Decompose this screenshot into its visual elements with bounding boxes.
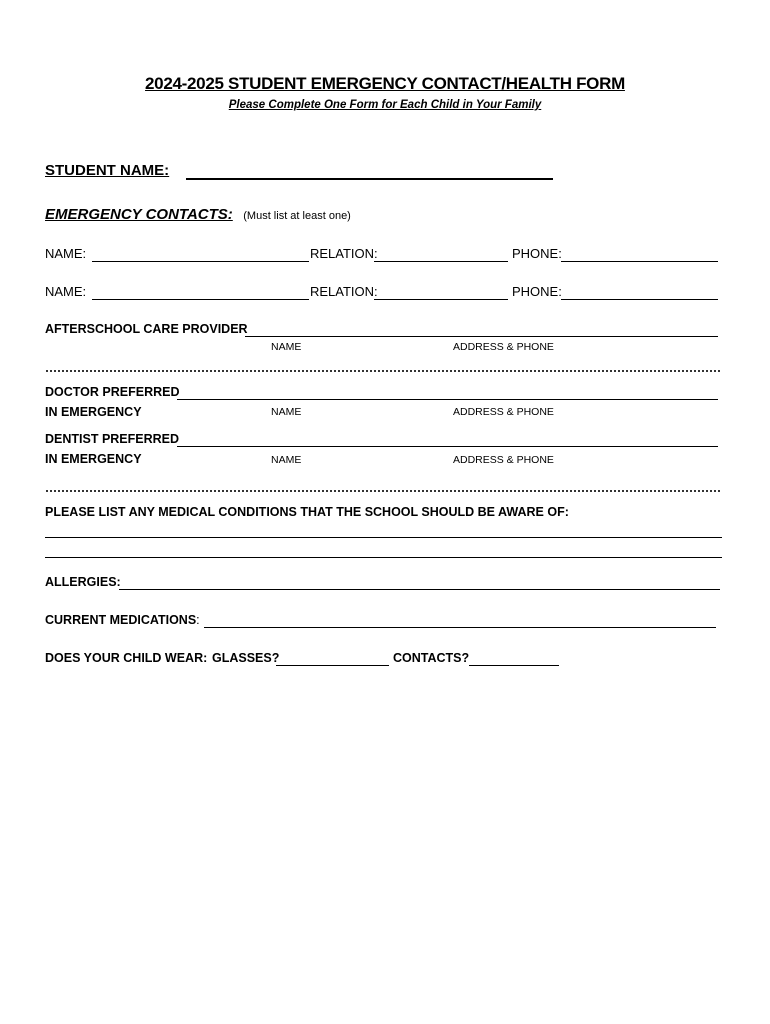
afterschool-provider-field[interactable] xyxy=(245,336,718,337)
medications-label: CURRENT MEDICATIONS xyxy=(45,613,197,627)
afterschool-address-caption: ADDRESS & PHONE xyxy=(453,341,554,353)
contact-1-phone-label: PHONE: xyxy=(512,246,562,261)
contact-1-relation-label: RELATION: xyxy=(310,246,378,261)
contact-2-phone-label: PHONE: xyxy=(512,284,562,299)
contact-2-relation-label: RELATION: xyxy=(310,284,378,299)
doctor-name-caption: NAME xyxy=(271,406,302,418)
medications-label-wrap xyxy=(45,613,200,627)
emergency-contacts-note: (Must list at least one) xyxy=(243,210,351,222)
contact-2-relation-field[interactable] xyxy=(374,299,508,300)
contact-1-name-label: NAME: xyxy=(45,246,87,261)
eyewear-question: DOES YOUR CHILD WEAR: xyxy=(45,651,208,665)
dentist-address-caption: ADDRESS & PHONE xyxy=(453,454,554,466)
emergency-contacts-heading: EMERGENCY CONTACTS: xyxy=(45,206,233,223)
section-divider xyxy=(45,369,721,373)
contact-1-phone-field[interactable] xyxy=(561,261,718,262)
allergies-label: ALLERGIES: xyxy=(45,575,121,589)
dentist-field[interactable] xyxy=(177,446,718,447)
medical-conditions-field-1[interactable] xyxy=(45,537,722,538)
dentist-name-caption: NAME xyxy=(271,454,302,466)
contact-1-name-field[interactable] xyxy=(92,261,309,262)
section-divider xyxy=(45,489,721,493)
allergies-field[interactable] xyxy=(119,589,720,590)
contact-2-name-field[interactable] xyxy=(92,299,309,300)
doctor-label-line1: DOCTOR PREFERRED xyxy=(45,385,180,399)
doctor-address-caption: ADDRESS & PHONE xyxy=(453,406,554,418)
dentist-label-line2: IN EMERGENCY xyxy=(45,452,142,466)
afterschool-name-caption: NAME xyxy=(271,341,302,353)
contacts-field[interactable] xyxy=(469,665,559,666)
dentist-label-line1: DENTIST PREFERRED xyxy=(45,432,180,446)
form-title: 2024-2025 STUDENT EMERGENCY CONTACT/HEALTH FORM xyxy=(145,74,625,93)
contact-1-relation-field[interactable] xyxy=(374,261,508,262)
doctor-label-line2: IN EMERGENCY xyxy=(45,405,142,419)
medications-field[interactable] xyxy=(204,627,716,628)
glasses-label: GLASSES? xyxy=(212,651,280,665)
medications-colon: : xyxy=(196,613,200,627)
medical-conditions-field-2[interactable] xyxy=(45,557,722,558)
student-name-label: STUDENT NAME: xyxy=(45,162,170,179)
contacts-label: CONTACTS? xyxy=(393,651,470,665)
emergency-contacts-header xyxy=(45,206,351,224)
medical-conditions-label: PLEASE LIST ANY MEDICAL CONDITIONS THAT THE SCHOOL SHOULD BE AWARE OF: xyxy=(45,505,569,519)
student-name-field[interactable] xyxy=(186,178,553,180)
doctor-field[interactable] xyxy=(177,399,718,400)
contact-2-name-label: NAME: xyxy=(45,284,87,299)
form-subtitle: Please Complete One Form for Each Child in Your Family xyxy=(228,99,542,111)
contact-2-phone-field[interactable] xyxy=(561,299,718,300)
glasses-field[interactable] xyxy=(276,665,389,666)
afterschool-provider-label: AFTERSCHOOL CARE PROVIDER xyxy=(45,322,248,336)
